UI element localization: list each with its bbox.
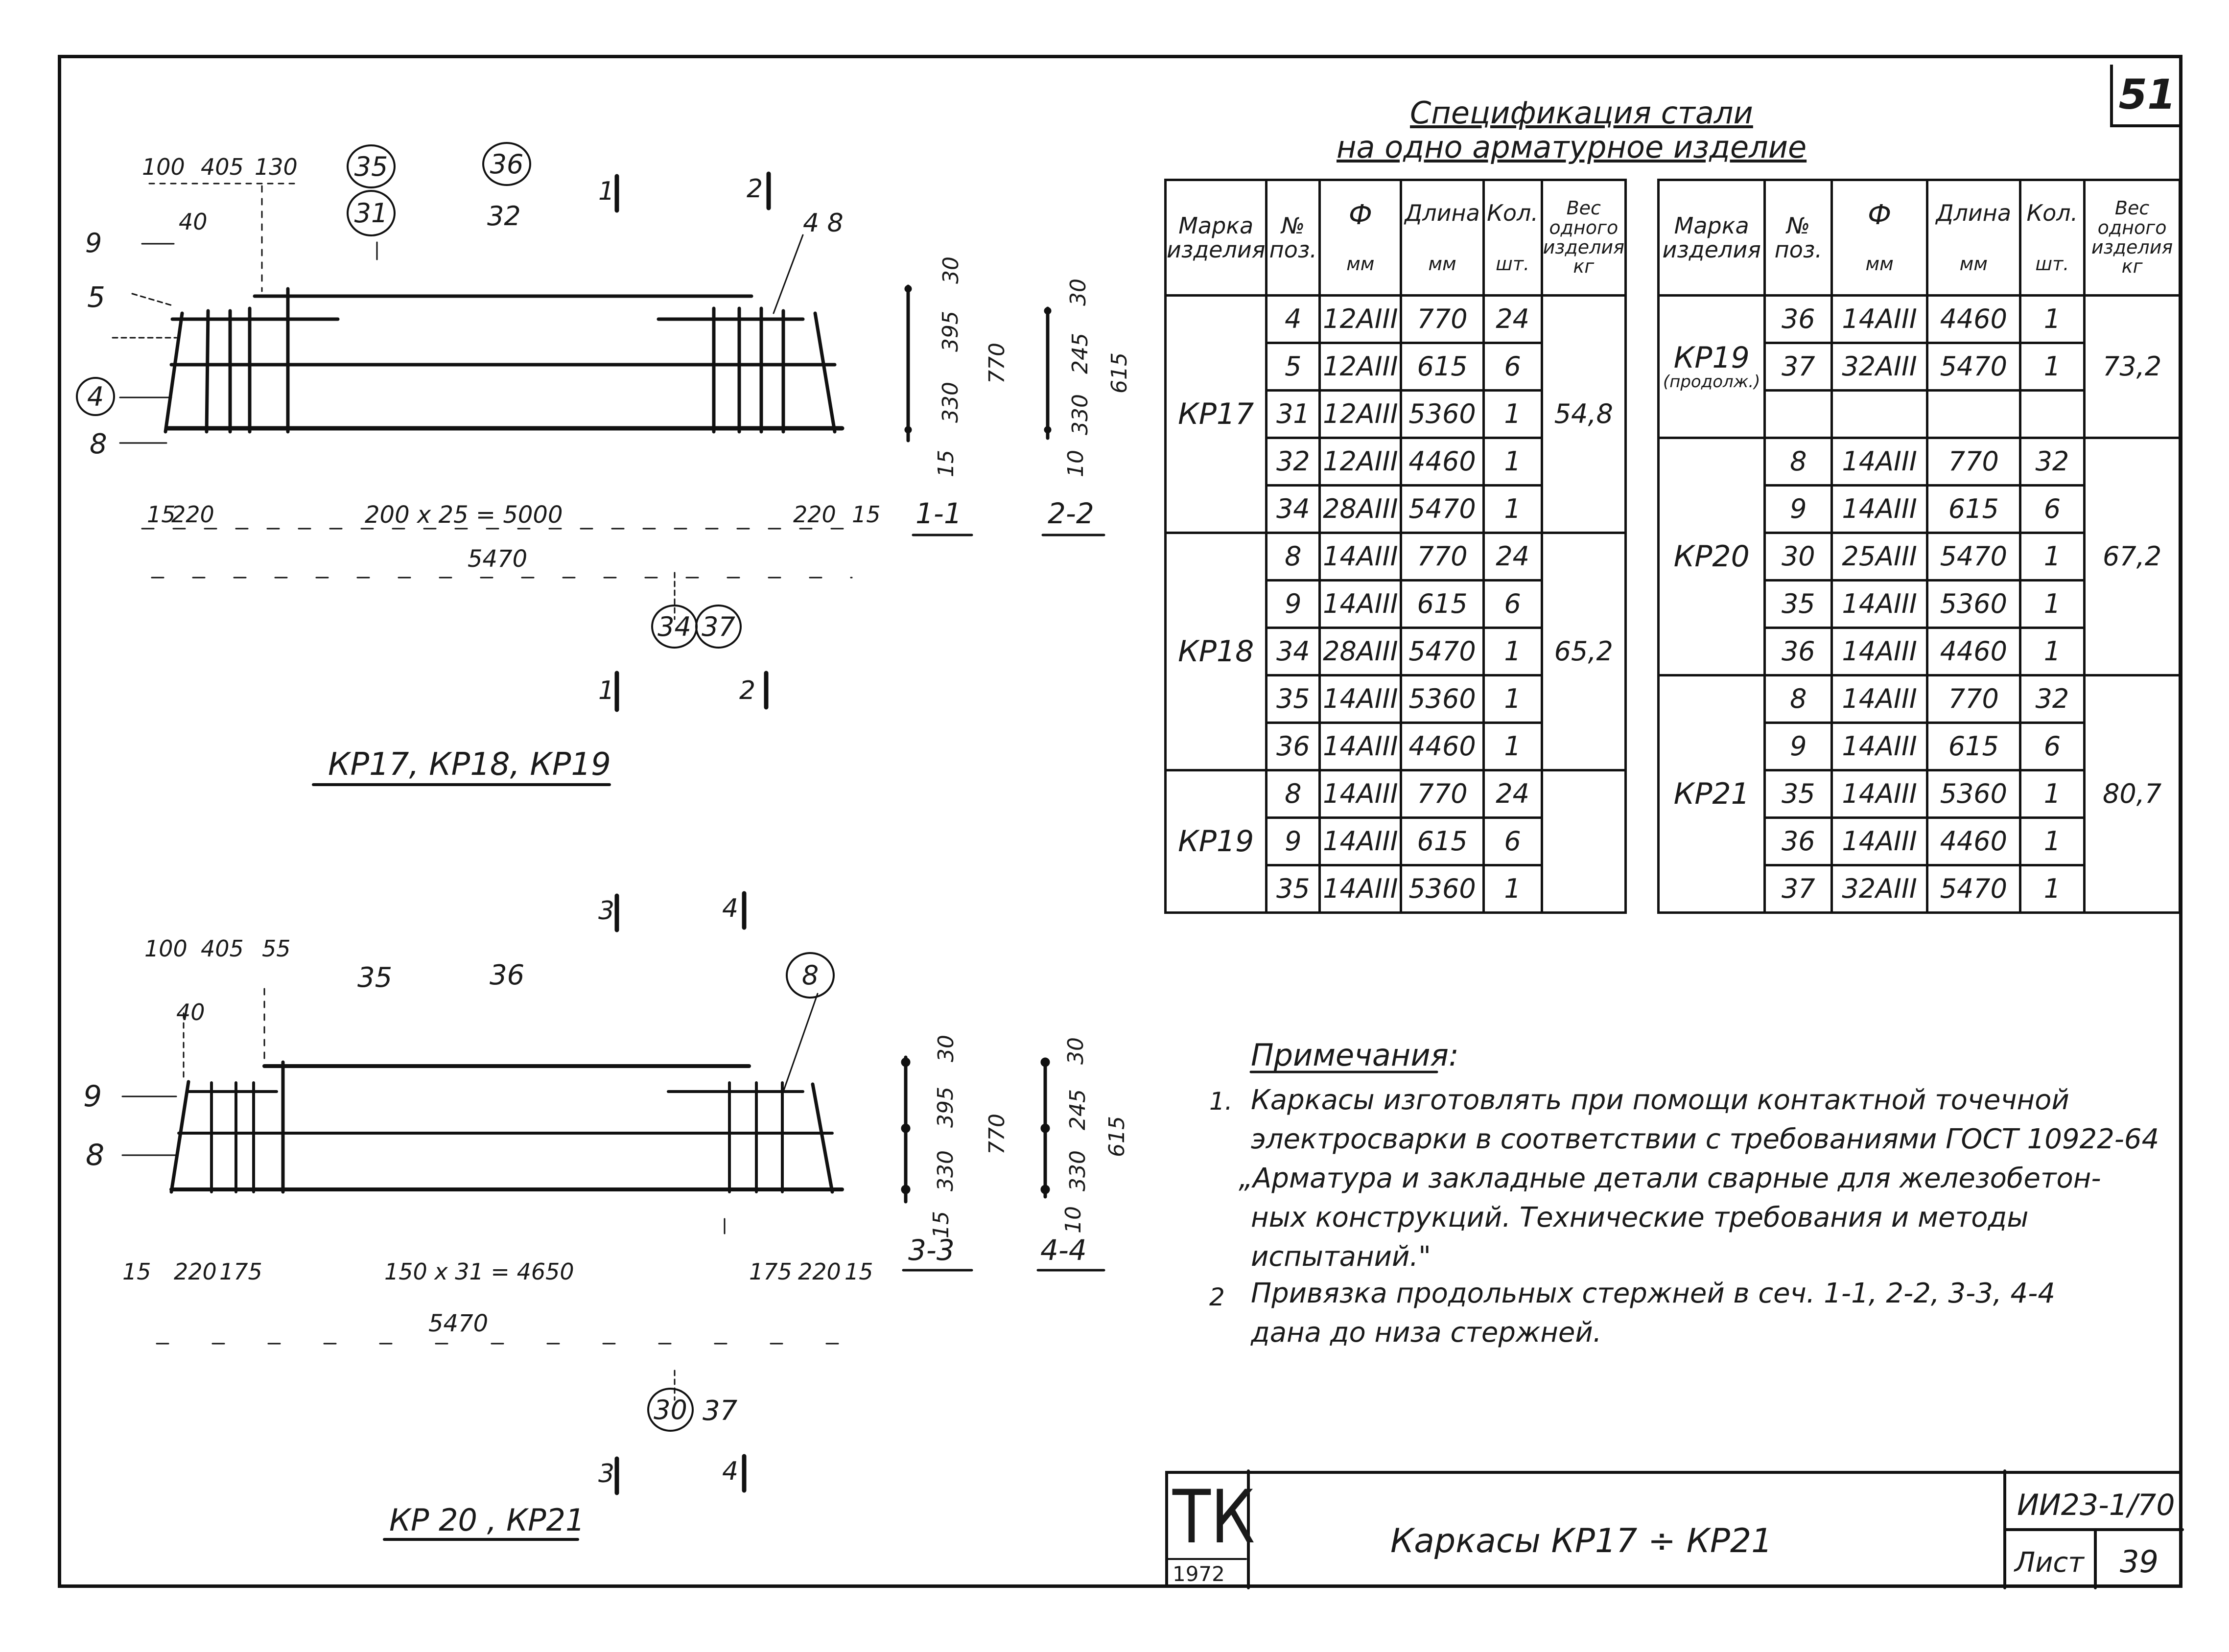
callout-31: 31	[347, 190, 396, 236]
len-cell: 5470	[1401, 628, 1483, 675]
callout-8-right: 8	[786, 952, 835, 999]
len-cell: 5470	[1927, 533, 2020, 581]
mark-cell: КР18	[1166, 533, 1267, 770]
len-cell: 4460	[1401, 723, 1483, 770]
top-drawing-title: КР17, КР18, КР19	[328, 746, 611, 783]
callout-36: 36	[482, 142, 531, 186]
callout-9-b: 9	[83, 1079, 102, 1114]
pos-cell: 8	[1267, 770, 1320, 818]
qty-cell: 1	[1483, 865, 1542, 913]
qty-cell: 1	[2020, 818, 2085, 865]
len-cell: 770	[1927, 438, 2020, 486]
dia-cell: 12AIII	[1320, 391, 1401, 438]
col-pos-header: № поз.	[1267, 180, 1320, 296]
section-1-1-d15: 15	[934, 450, 959, 477]
len-cell: 770	[1401, 296, 1483, 343]
qty-cell: 1	[2020, 770, 2085, 818]
section-1-1-label: 1-1	[915, 497, 962, 530]
len-cell: 5360	[1927, 581, 2020, 628]
len-cell: 770	[1401, 533, 1483, 581]
dia-cell: 14AIII	[1832, 296, 1927, 343]
dia-cell: 32AIII	[1832, 343, 1927, 391]
qty-cell: 1	[1483, 391, 1542, 438]
dim-40-b: 40	[176, 999, 205, 1025]
dim-220-left-b: 220	[174, 1258, 217, 1285]
spec-title-line2: на одно арматурное изделие	[1337, 129, 1807, 165]
pos-cell: 8	[1765, 438, 1832, 486]
notes-title: Примечания:	[1251, 1037, 1459, 1073]
len-cell: 4460	[1927, 818, 2020, 865]
qty-cell: 1	[2020, 581, 2085, 628]
cut-mark-3-top: 3	[598, 896, 615, 926]
len-cell: 5470	[1927, 865, 2020, 913]
pos-cell: 35	[1765, 581, 1832, 628]
callout-9: 9	[85, 227, 102, 258]
section-2-2-label: 2-2	[1048, 497, 1094, 530]
qty-cell: 1	[2020, 865, 2085, 913]
section-3-3-d770: 770	[984, 1114, 1009, 1155]
dim-15-left-b: 15	[122, 1258, 151, 1285]
section-2-2-d615: 615	[1106, 352, 1132, 394]
pos-cell: 35	[1765, 770, 1832, 818]
len-cell: 4460	[1401, 438, 1483, 486]
title-block-org: ТК	[1173, 1475, 1255, 1560]
len-cell: 615	[1401, 581, 1483, 628]
dim-15-right-b: 15	[845, 1258, 873, 1285]
weight-cell: 67,2	[2085, 438, 2180, 675]
cut-mark-2-top: 2	[747, 174, 763, 204]
note-1-line-4: ных конструкций. Технические требования и методы	[1251, 1202, 2029, 1233]
note-1-line-2: электросварки в соответствии с требованиями ГОСТ 10922-64	[1251, 1123, 2159, 1155]
dim-span-b: 150 x 31 = 4650	[384, 1258, 574, 1285]
note-1-number: 1.	[1209, 1087, 1233, 1116]
qty-cell: 6	[2020, 486, 2085, 533]
callout-36-b: 36	[490, 959, 525, 991]
mark-cell: КР21	[1659, 675, 1765, 913]
qty-cell: 1	[2020, 628, 2085, 675]
section-3-3-d15: 15	[929, 1211, 954, 1238]
mark-cell: КР20	[1659, 438, 1765, 675]
dim-55-b: 55	[262, 935, 291, 962]
pos-cell: 31	[1267, 391, 1320, 438]
dim-175-right-b: 175	[749, 1258, 792, 1285]
cut-mark-2-bottom: 2	[739, 676, 756, 705]
cut-mark-4-top: 4	[722, 894, 739, 923]
dia-cell: 25AIII	[1832, 533, 1927, 581]
mark-cell: КР19	[1166, 770, 1267, 913]
cut-mark-1-bottom: 1	[598, 676, 615, 705]
section-1-1-d770: 770	[984, 343, 1009, 384]
col-qty-header: Кол. шт.	[2020, 180, 2085, 296]
dim-100: 100	[142, 154, 185, 180]
dia-cell: 12AIII	[1320, 296, 1401, 343]
section-3-3-d395: 395	[933, 1087, 958, 1128]
col-weight-header: Вес одного изделия кг	[2085, 180, 2180, 296]
dim-100-b: 100	[144, 935, 188, 962]
pos-cell: 4	[1267, 296, 1320, 343]
dia-cell: 14AIII	[1320, 675, 1401, 723]
qty-cell: 1	[2020, 343, 2085, 391]
spec-title-line1: Спецификация стали	[1410, 95, 1753, 131]
callout-37-b: 37	[703, 1395, 738, 1427]
dia-cell: 14AIII	[1832, 723, 1927, 770]
qty-cell: 6	[1483, 818, 1542, 865]
len-cell: 615	[1927, 723, 2020, 770]
dia-cell: 32AIII	[1832, 865, 1927, 913]
section-2-2-d245: 245	[1067, 333, 1093, 374]
len-cell: 770	[1927, 675, 2020, 723]
pos-cell: 9	[1267, 581, 1320, 628]
qty-cell: 32	[2020, 675, 2085, 723]
dim-40: 40	[179, 209, 208, 235]
len-cell: 5470	[1927, 343, 2020, 391]
qty-cell: 1	[2020, 296, 2085, 343]
section-2-2-d330: 330	[1067, 394, 1093, 435]
dia-cell: 28AIII	[1320, 486, 1401, 533]
dim-220-right: 220	[793, 501, 836, 528]
len-cell: 770	[1401, 770, 1483, 818]
cut-mark-4-bottom: 4	[722, 1457, 739, 1486]
pos-cell: 36	[1765, 628, 1832, 675]
dia-cell: 14AIII	[1832, 581, 1927, 628]
qty-cell: 1	[1483, 438, 1542, 486]
section-1-1-d330: 330	[938, 382, 963, 423]
mark-cell: КР19 (продолж.)	[1659, 296, 1765, 438]
callout-8-b: 8	[86, 1138, 105, 1172]
len-cell: 4460	[1927, 628, 2020, 675]
len-cell: 615	[1927, 486, 2020, 533]
bottom-drawing-title: КР 20 , КР21	[389, 1502, 585, 1538]
pos-cell: 9	[1765, 723, 1832, 770]
dim-total-b: 5470	[428, 1310, 489, 1337]
pos-cell: 34	[1267, 628, 1320, 675]
len-cell: 5360	[1401, 865, 1483, 913]
len-cell: 4460	[1927, 296, 2020, 343]
weight-cell: 80,7	[2085, 675, 2180, 913]
mark-cell: КР17	[1166, 296, 1267, 533]
section-1-1-d395: 395	[938, 311, 963, 352]
weight-cell: 65,2	[1542, 533, 1625, 770]
qty-cell: 6	[2020, 723, 2085, 770]
note-2-line-2: дана до низа стержней.	[1251, 1317, 1602, 1349]
qty-cell: 24	[1483, 770, 1542, 818]
section-3-3-d330: 330	[933, 1150, 958, 1191]
qty-cell: 1	[1483, 675, 1542, 723]
callout-4: 4	[76, 377, 115, 416]
pos-cell: 5	[1267, 343, 1320, 391]
pos-cell: 36	[1267, 723, 1320, 770]
dim-220-right-b: 220	[798, 1258, 841, 1285]
dia-cell: 14AIII	[1320, 533, 1401, 581]
dia-cell: 14AIII	[1832, 818, 1927, 865]
qty-cell: 1	[1483, 486, 1542, 533]
qty-cell: 1	[1483, 628, 1542, 675]
col-mark-header: Марка изделия	[1166, 180, 1267, 296]
pos-cell: 37	[1765, 343, 1832, 391]
col-dia-header: Ф мм	[1320, 180, 1401, 296]
qty-cell: 1	[1483, 723, 1542, 770]
qty-cell: 24	[1483, 533, 1542, 581]
pos-cell: 8	[1765, 675, 1832, 723]
callout-35: 35	[347, 144, 396, 188]
pos-cell: 37	[1765, 865, 1832, 913]
len-cell: 615	[1401, 818, 1483, 865]
col-pos-header: № поз.	[1765, 180, 1832, 296]
callout-37: 37	[695, 605, 742, 649]
dia-cell: 14AIII	[1320, 723, 1401, 770]
section-4-4-label: 4-4	[1040, 1233, 1087, 1267]
dim-total: 5470	[468, 545, 528, 573]
callout-32: 32	[487, 201, 521, 232]
pos-cell: 34	[1267, 486, 1320, 533]
title-block-sheet: 39	[2120, 1544, 2159, 1580]
dim-15-left: 15	[147, 501, 176, 528]
weight-cell: 73,2	[2085, 296, 2180, 438]
title-block-sheet-label: Лист	[2015, 1547, 2084, 1579]
note-1-line-3: „Арматура и закладные детали сварные для железобетон-	[1239, 1163, 2101, 1194]
pos-cell: 9	[1765, 486, 1832, 533]
section-2-2-d30: 30	[1066, 279, 1091, 306]
dim-130: 130	[255, 154, 298, 180]
qty-cell: 24	[1483, 296, 1542, 343]
dim-span: 200 x 25 = 5000	[365, 501, 563, 529]
dim-175-left-b: 175	[219, 1258, 262, 1285]
callout-8: 8	[90, 428, 107, 460]
pos-cell: 8	[1267, 533, 1320, 581]
len-cell: 615	[1401, 343, 1483, 391]
qty-cell: 6	[1483, 581, 1542, 628]
pos-cell: 36	[1765, 296, 1832, 343]
section-4-4-d10: 10	[1061, 1206, 1086, 1233]
len-cell: 5360	[1401, 675, 1483, 723]
qty-cell: 32	[2020, 438, 2085, 486]
section-1-1-d30: 30	[939, 256, 963, 284]
pos-cell: 30	[1765, 533, 1832, 581]
col-length-header: Длина мм	[1927, 180, 2020, 296]
callout-34: 34	[651, 605, 698, 649]
title-block-name: Каркасы КР17 ÷ КР21	[1390, 1522, 1773, 1560]
pos-cell: 9	[1267, 818, 1320, 865]
cut-mark-3-bottom: 3	[598, 1459, 615, 1489]
dia-cell: 12AIII	[1320, 438, 1401, 486]
col-qty-header: Кол. шт.	[1483, 180, 1542, 296]
section-2-2-d10: 10	[1063, 450, 1088, 477]
dia-cell: 14AIII	[1320, 865, 1401, 913]
callout-30: 30	[647, 1388, 694, 1432]
dia-cell: 14AIII	[1320, 818, 1401, 865]
qty-cell: 1	[2020, 533, 2085, 581]
sheet-number: 51	[2110, 65, 2182, 127]
weight-cell: 54,8	[1542, 296, 1625, 533]
pos-cell: 35	[1267, 865, 1320, 913]
callout-5: 5	[87, 280, 105, 314]
pos-cell: 35	[1267, 675, 1320, 723]
dia-cell: 14AIII	[1832, 675, 1927, 723]
section-4-4-d615: 615	[1104, 1116, 1129, 1157]
note-2-number: 2	[1209, 1283, 1225, 1311]
dim-405-b: 405	[201, 935, 244, 962]
dia-cell: 14AIII	[1320, 770, 1401, 818]
dia-cell: 14AIII	[1832, 486, 1927, 533]
len-cell: 5360	[1401, 391, 1483, 438]
note-1-line-1: Каркасы изготовлять при помощи контактной точечной	[1251, 1084, 2069, 1116]
dim-15-right: 15	[852, 501, 881, 528]
section-3-3-d30: 30	[934, 1035, 959, 1062]
cut-mark-1-top: 1	[598, 177, 615, 206]
dim-405: 405	[201, 154, 244, 180]
section-4-4-d30: 30	[1063, 1037, 1088, 1065]
dia-cell: 14AIII	[1832, 438, 1927, 486]
col-dia-header: Ф мм	[1832, 180, 1927, 296]
title-block-code: ИИ23-1/70	[2017, 1488, 2175, 1522]
section-4-4-d330: 330	[1065, 1150, 1090, 1191]
dia-cell: 14AIII	[1832, 628, 1927, 675]
col-mark-header: Марка изделия	[1659, 180, 1765, 296]
dia-cell: 12AIII	[1320, 343, 1401, 391]
dim-4-8: 4 8	[803, 209, 844, 238]
dia-cell: 14AIII	[1320, 581, 1401, 628]
col-length-header: Длина мм	[1401, 180, 1483, 296]
dia-cell: 28AIII	[1320, 628, 1401, 675]
len-cell: 5360	[1927, 770, 2020, 818]
col-weight-header: Вес одного изделия кг	[1542, 180, 1625, 296]
pos-cell: 36	[1765, 818, 1832, 865]
section-4-4-d245: 245	[1065, 1089, 1090, 1130]
section-3-3-label: 3-3	[908, 1233, 955, 1267]
note-2-line-1: Привязка продольных стержней в сеч. 1-1, 2-2, 3-3, 4-4	[1251, 1278, 2055, 1309]
note-1-line-5: испытаний."	[1251, 1241, 1431, 1273]
pos-cell: 32	[1267, 438, 1320, 486]
dim-220-left: 220	[171, 501, 214, 528]
title-block-year: 1972	[1173, 1562, 1225, 1586]
qty-cell: 6	[1483, 343, 1542, 391]
callout-35-b: 35	[357, 962, 393, 994]
len-cell: 5470	[1401, 486, 1483, 533]
dia-cell: 14AIII	[1832, 770, 1927, 818]
